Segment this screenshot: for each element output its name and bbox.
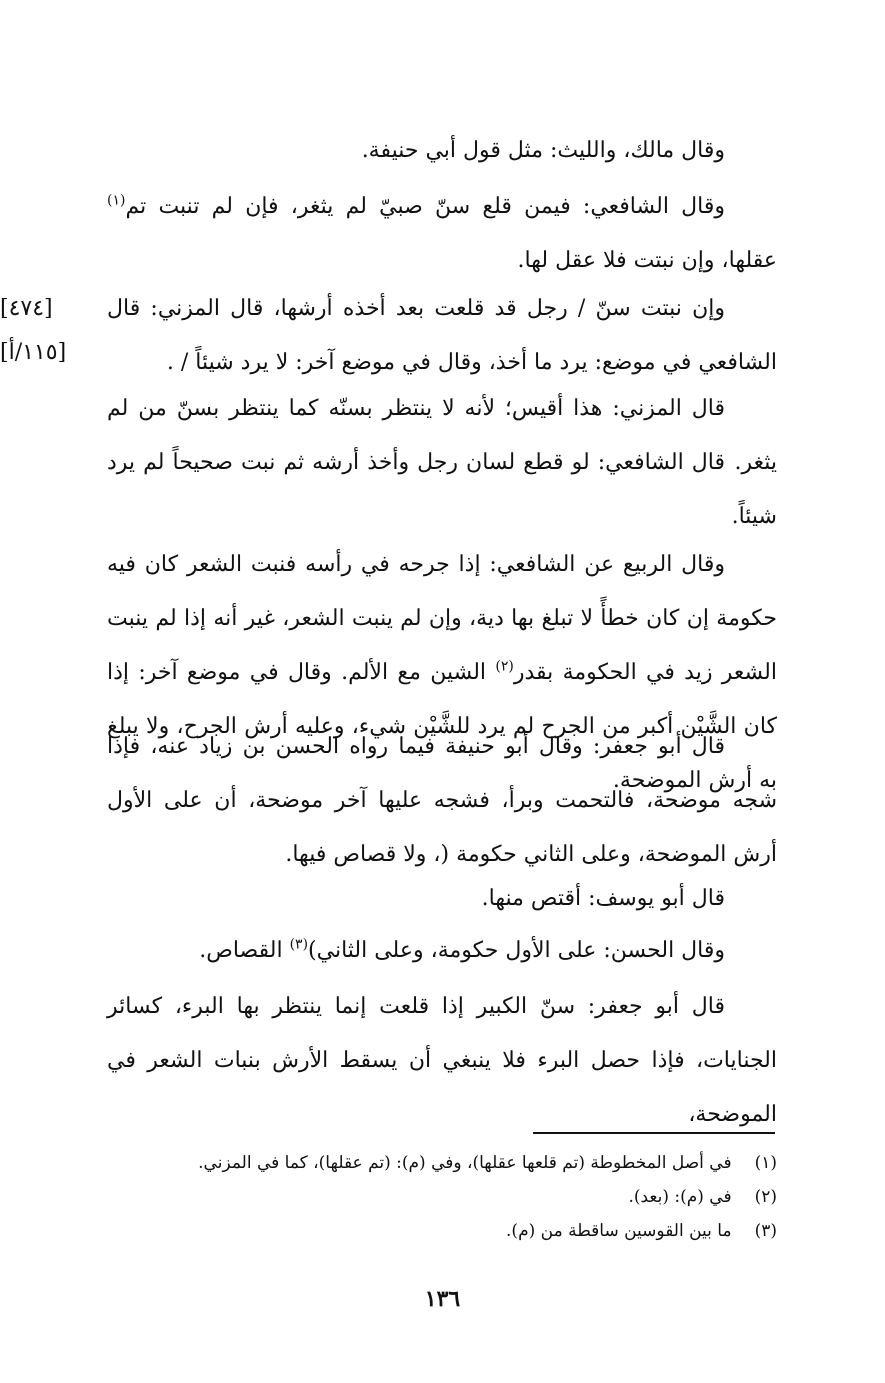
paragraph-9-text-before: وقال الحسن: على الأول حكومة، وعلى الثاني) <box>308 938 725 963</box>
paragraph-3-text: وإن نبتت سنّ / رجل قد قلعت بعد أخذه أرشها، قال المزني: قال الشافعي في موضع: يرد ما أخذ، وقال في موضع آخر: لا يرد شيئاً / . <box>107 296 777 375</box>
paragraph-10-text: قال أبو جعفر: سنّ الكبير إذا قلعت إنما ينتظر بها البرء، كسائر الجنايات، فإذا حصل البرء فلا ينبغي أن يسقط الأرش بنبات الشعر في الموضحة، <box>107 994 777 1127</box>
footnote-ref-3: (٣) <box>289 936 309 953</box>
paragraph-5 <box>107 436 777 544</box>
footnote-3-text: ما بين القوسين ساقطة من (م). <box>506 1221 732 1241</box>
paragraph-6-text-before: وقال الربيع عن الشافعي: إذا جرحه في رأسه فنبت الشعر كان فيه حكومة إن كان خطأً لا تبلغ بها دية، وإن لم ينبت الشعر، غير أنه إذا لم ينبت الشعر زيد في الحكومة بقدر <box>107 552 777 685</box>
paragraph-7 <box>107 720 777 882</box>
footnote-2 <box>77 1182 777 1212</box>
footnote-1-number: (١) <box>754 1153 777 1173</box>
footnote-3 <box>77 1216 777 1246</box>
footnote-divider <box>533 1132 775 1134</box>
paragraph-5-text: قال الشافعي: لو قطع لسان رجل وأخذ أرشه ثم نبت صحيحاً لم يرد شيئاً. <box>107 450 777 529</box>
paragraph-2 <box>107 180 777 288</box>
paragraph-9 <box>107 924 777 978</box>
marginal-note-folio: [٤٧٤] <box>0 296 53 321</box>
paragraph-9-text-after: القصاص. <box>199 938 290 963</box>
paragraph-8-text: قال أبو يوسف: أقتص منها. <box>481 886 725 911</box>
paragraph-2-text-after: عقلها، وإن نبتت فلا عقل لها. <box>517 248 777 273</box>
paragraph-1-text: وقال مالك، والليث: مثل قول أبي حنيفة. <box>361 138 725 163</box>
footnote-2-number: (٢) <box>754 1187 777 1207</box>
footnote-ref-2: (٢) <box>495 658 514 675</box>
paragraph-1 <box>107 124 777 178</box>
footnote-ref-1: (١) <box>107 192 126 209</box>
paragraph-7-text: قال أبو جعفر: وقال أبو حنيفة فيما رواه الحسن بن زياد عنه، فإذا شجه موضحة، فالتحمت وبرأ، فشجه عليها آخر موضحة، أن على الأول أرش الموضحة، وعلى الثاني حكومة (، ولا قصاص فيها. <box>107 734 777 867</box>
paragraph-3 <box>107 282 777 390</box>
paragraph-8 <box>107 872 777 926</box>
paragraph-2-text-before: وقال الشافعي: فيمن قلع سنّ صبيّ لم يثغر، فإن لم تنبت تم <box>125 194 725 219</box>
footnote-3-number: (٣) <box>754 1221 777 1241</box>
marginal-note-leaf: [١١٥/أ] <box>0 340 67 365</box>
footnote-2-text: في (م): (بعد). <box>628 1187 732 1207</box>
paragraph-4-text: قال المزني: هذا أقيس؛ لأنه لا ينتظر بسنّه كما ينتظر بسنّ من لم يثغر. <box>107 396 777 475</box>
paragraph-6-text-after: الشين مع الألم. وقال في موضع آخر: إذا كان الشَّيْن أكبر من الجرح لم يرد للشَّيْن شيء، وعليه أرش الجرح، ولا يبلغ به أرش الموضحة. <box>107 660 777 793</box>
footnote-1 <box>77 1148 777 1178</box>
footnote-1-text: في أصل المخطوطة (تم قلعها عقلها)، وفي (م): (تم عقلها)، كما في المزني. <box>198 1153 732 1173</box>
paragraph-10 <box>107 980 777 1142</box>
page-number: ١٣٦ <box>424 1286 461 1312</box>
